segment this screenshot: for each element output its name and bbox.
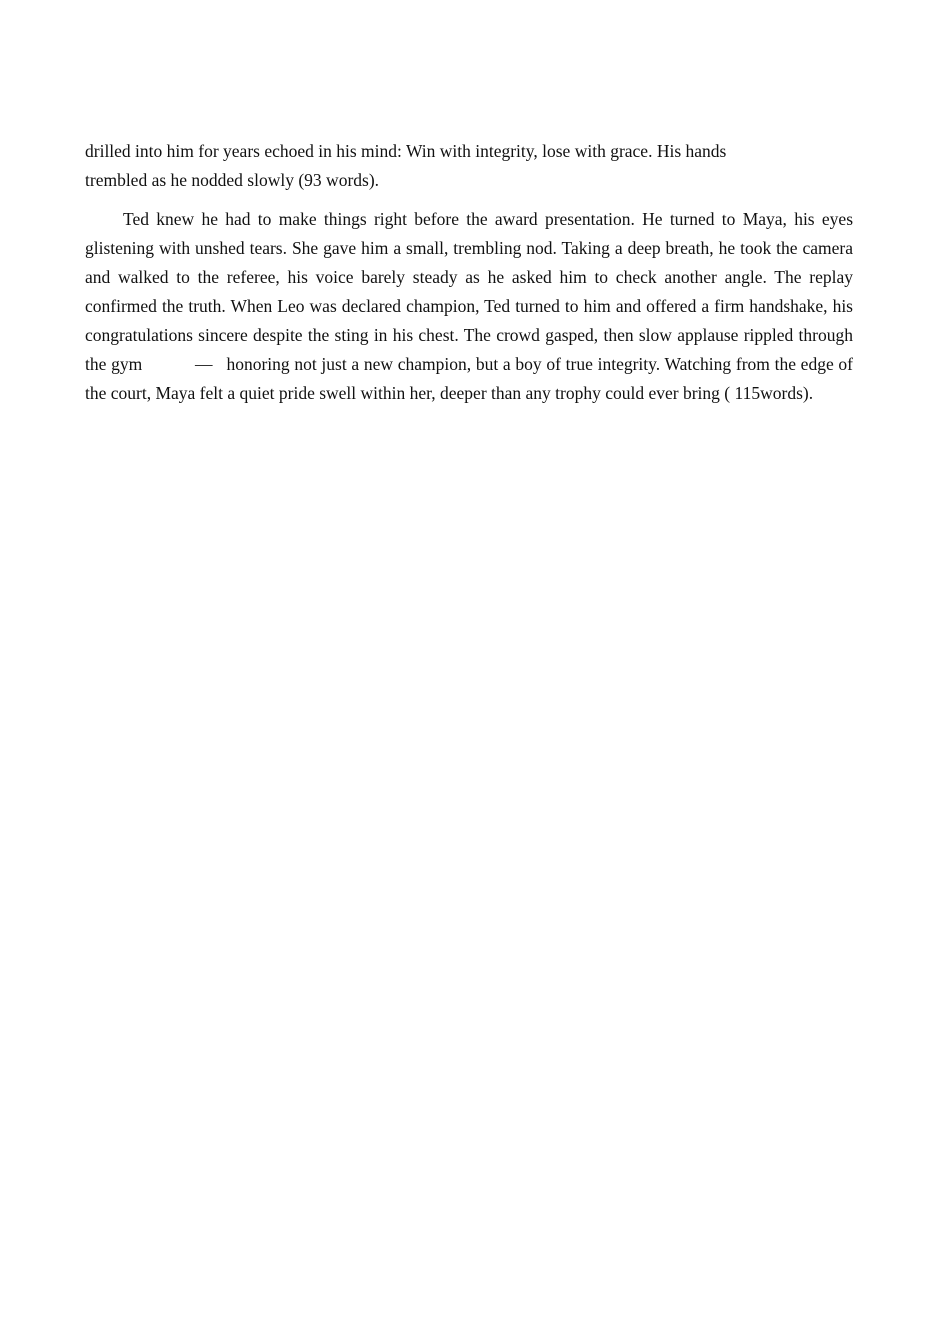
paragraph-text-part-1: Ted knew he had to make things right before the award presentation. He turned to Maya, his eyes glistening with unshed tears. She gave him a small, trembling nod. Taking a deep breath, he took the camera and walked to the referee, his voice barely steady as he asked him to check another angle. The replay confirmed the truth. When Leo was declared champion, Ted turned to him and offered a firm handshake, his congratulations sincere despite the sting in his chest. The crowd gasped, then slow applause rippled through the gym [85,209,853,374]
paragraph-ending [85,205,853,408]
paragraph-text-part-2: honoring not just a new champion, but a boy of true integrity. Watching from the edge of the court, Maya felt a quiet pride swell within her, deeper than any trophy could ever bring ( 115words). [85,354,854,403]
paragraph-line: trembled as he nodded slowly (93 words). [85,170,380,190]
paragraph-continuation [85,137,805,195]
paragraph-line: drilled into him for years echoed in his mind: Win with integrity, lose with grace. His hands [85,141,727,161]
em-dash: — [194,354,213,374]
